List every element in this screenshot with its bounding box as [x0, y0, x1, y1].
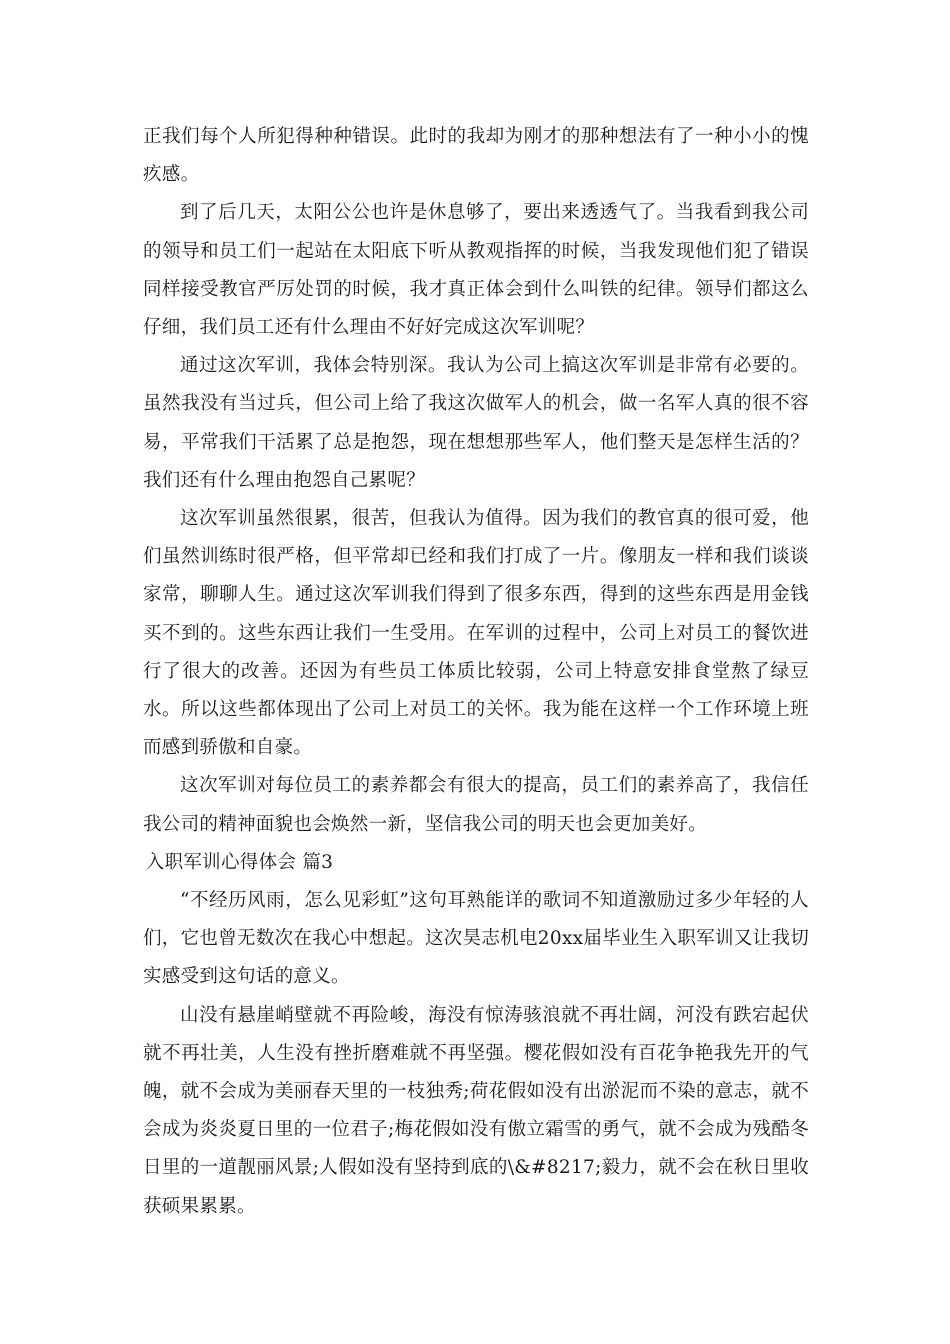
paragraph: 到了后几天，太阳公公也许是休息够了，要出来透透气了。当我看到我公司的领导和员工们一起站在太阳底下听从教观指挥的时候，当我发现他们犯了错误同样接受教官严厉处罚的时候，我才真正体会到什么叫铁的纪律。领导们都这么仔细，我们员工还有什么理由不好好完成这次军训呢？ — [143, 202, 809, 339]
paragraph: 通过这次军训，我体会特别深。我认为公司上搞这次军训是非常有必要的。虽然我没有当过兵，但公司上给了我这次做军人的机会，做一名军人真的很不容易，平常我们干活累了总是抱怨，现在想想那些军人，他们整天是怎样生活的？我们还有什么理由抱怨自己累呢？ — [143, 355, 809, 491]
paragraph: 这次军训对每位员工的素养都会有很大的提高，员工们的素养高了，我信任我公司的精神面貌也会焕然一新，坚信我公司的明天也会更加美好。 — [143, 775, 809, 835]
paragraph: “不经历风雨，怎么见彩虹”这句耳熟能详的歌词不知道激励过多少年轻的人们，它也曾无数次在我心中想起。这次昊志机电20xx届毕业生入职军训又让我切实感受到这句话的意义。 — [143, 890, 810, 988]
section-heading: 入职军训心得体会 篇3 — [145, 851, 334, 873]
paragraph: 这次军训虽然很累，很苦，但我认为值得。因为我们的教官真的很可爱，他们虽然训练时很严格，但平常却已经和我们打成了一片。像朋友一样和我们谈谈家常，聊聊人生。通过这次军训我们得到了很多东西，得到的这些东西是用金钱买不到的。这些东西让我们一生受用。在军训的过程中，公司上对员工的餐饮进行了很大的改善。还因为有些员工体质比较弱，公司上特意安排食堂熬了绿豆水。所以这些都体现出了公司上对员工的关怀。我为能在这样一个工作环境上班而感到骄傲和自豪。 — [143, 508, 809, 759]
paragraph: 山没有悬崖峭壁就不再险峻，海没有惊涛骇浪就不再壮阔，河没有跌宕起伏就不再壮美，人生没有挫折磨难就不再坚强。樱花假如没有百花争艳我先开的气魄，就不会成为美丽春天里的一枝独秀;荷花假如没有出淤泥而不染的意志，就不会成为炎炎夏日里的一位君子;梅花假如没有傲立霜雪的勇气，就不会成为残酷冬日里的一道靓丽风景;人假如没有坚持到底的\&#8217;毅力，就不会在秋日里收获硕果累累。 — [143, 1004, 809, 1217]
paragraph: 正我们每个人所犯得种种错误。此时的我却为刚才的那种想法有了一种小小的愧疚感。 — [143, 126, 809, 186]
document-page — [143, 118, 809, 1226]
